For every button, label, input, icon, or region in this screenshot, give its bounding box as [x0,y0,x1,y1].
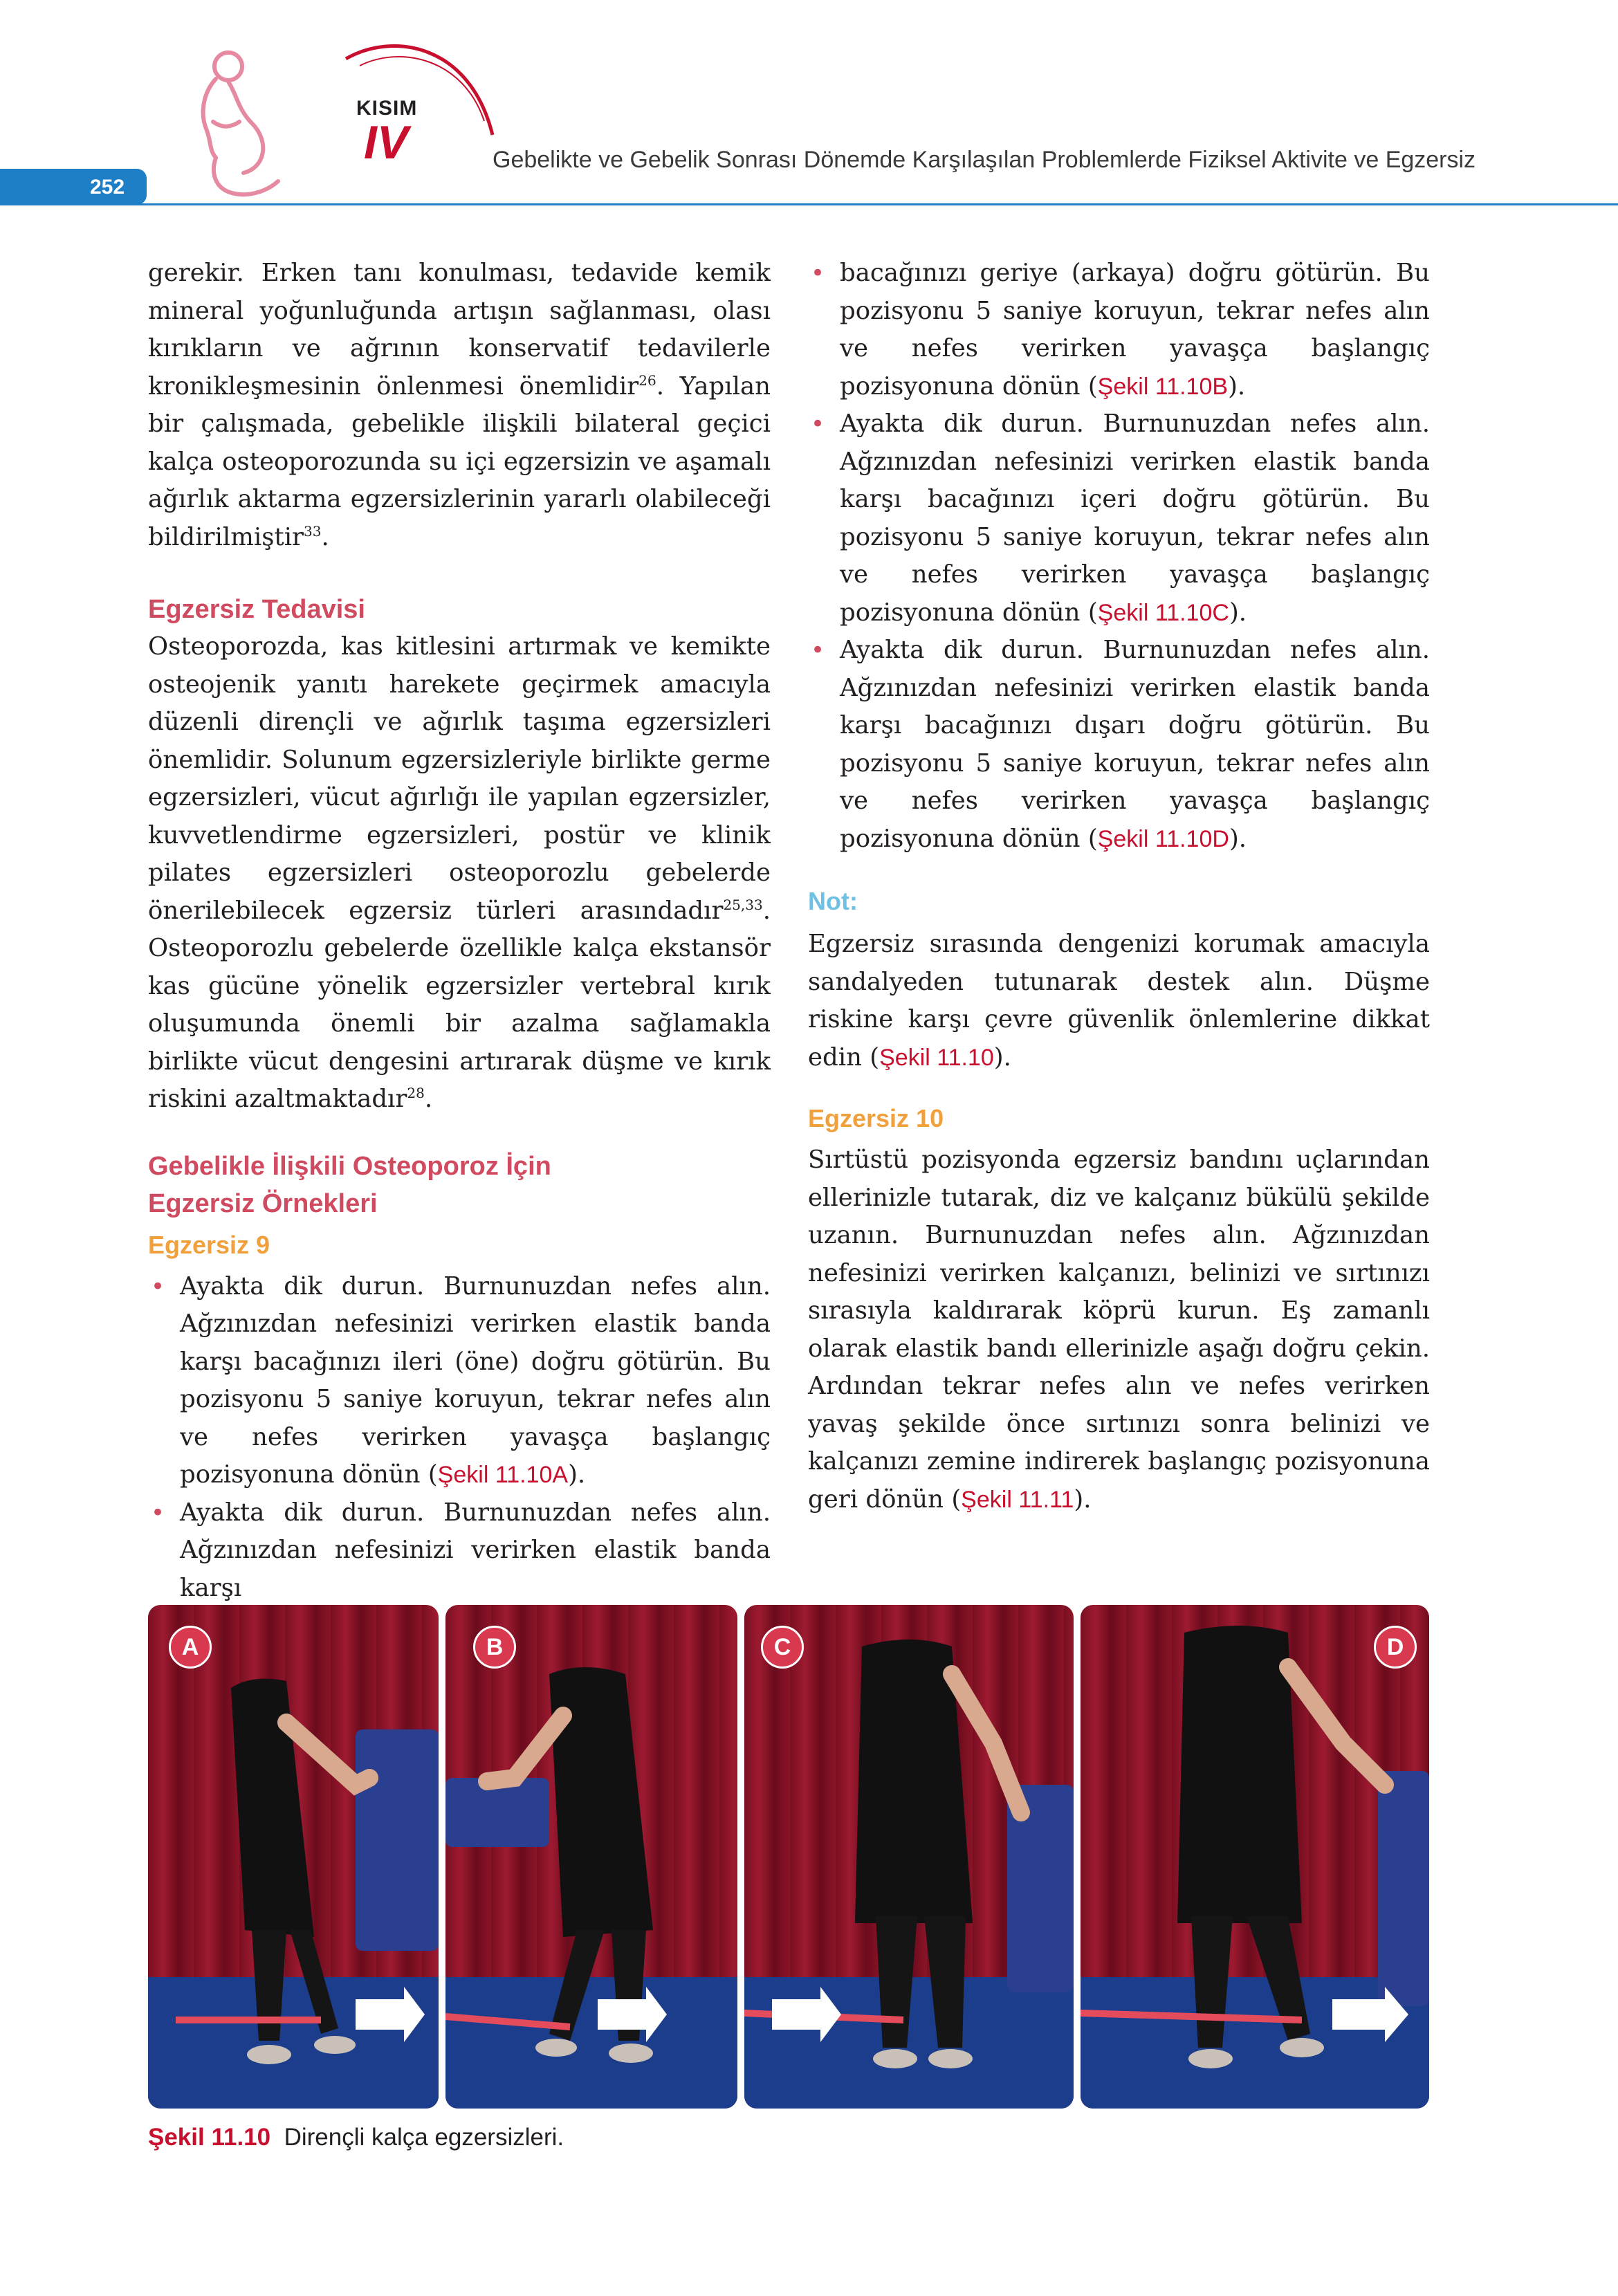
figure-caption [148,2124,564,2151]
list-item: • Ayakta dik durun. Burnunuzdan nefes alın. Ağzınızdan nefesinizi verirken elastik banda karşı bacağınızı ileri (öne) doğru götürün. Bu pozisyonu 5 saniye koruyun, tekrar nefes alın ve nefes verirken yavaşça başlangıç pozisyonuna dönün (Şekil 11.10A). [148,1268,771,1494]
part-label: KISIM [356,97,418,120]
exercise-photo-b [445,1605,737,2109]
list-item-continued: • bacağınızı geriye (arkaya) doğru götürün. Bu pozisyonu 5 saniye koruyun, tekrar nefes alın ve nefes verirken yavaşça başlangıç pozisyonuna dönün (Şekil 11.10B). [808,255,1430,405]
header-divider [0,203,1618,205]
page-number-tab [0,169,147,205]
panel-badge-b: B [473,1626,516,1669]
heading-exercise-examples: Gebelikle İlişkili Osteoporoz İçin Egzersiz Örnekleri [148,1151,551,1218]
list-item: • Ayakta dik durun. Burnunuzdan nefes alın. Ağzınızdan nefesinizi verirken elastik banda karşı bacağınızı içeri doğru götürün. Bu pozisyonu 5 saniye koruyun, tekrar nefes alın ve nefes verirken yavaşça başlangıç pozisyonuna dönün (Şekil 11.10C). [808,405,1430,632]
page-number: 252 [90,176,125,199]
paragraph-note: Egzersiz sırasında dengenizi korumak amacıyla sandalyeden tutunarak destek alın. Düşme riskine karşı çevre güvenlik önlemlerine dikkat edin (Şekil 11.10). [808,930,1430,1072]
exercise-photo-c [744,1605,1074,2109]
panel-badge-c: C [761,1626,804,1669]
heading-note: Not: [808,887,858,915]
list-item: • Ayakta dik durun. Burnunuzdan nefes alın. Ağzınızdan nefesinizi verirken elastik banda karşı bacağınızı dışarı doğru götürün. Bu pozisyonu 5 saniye koruyun, tekrar nefes alın ve nefes verirken yavaşça başlangıç pozisyonuna dönün (Şekil 11.10D). [808,632,1430,858]
panel-badge-d: D [1374,1626,1417,1669]
figure-ref-link[interactable]: Şekil 11.10C [1097,599,1229,626]
list-item: • Ayakta dik durun. Burnunuzdan nefes alın. Ağzınızdan nefesinizi verirken elastik banda karşı [148,1494,771,1608]
pregnant-woman-logo-icon [188,46,285,205]
figure-ref-link[interactable]: Şekil 11.11 [961,1486,1074,1513]
figure-ref-link[interactable]: Şekil 11.10B [1097,373,1229,400]
figure-panel-c [744,1605,1074,2109]
left-column [148,255,771,1607]
paragraph-intro: gerekir. Erken tanı konulması, tedavide kemik mineral yoğunluğunda artışın sağlanması, olası kırıkların ve ağrının konservatif tedavilerle kronikleşmesinin önlenmesi önemlidir$^{26}$. Yapılan bir çalışmada, gebelikle ilişkili bilateral geçici kalça osteoporozunda su içi egzersizin ve aşamalı ağırlık aktarma egzersizlerinin yararlı olabileceği bildirilmiştir$^{33}$. [148,259,771,551]
figure-ref-link[interactable]: Şekil 11.10A [437,1462,569,1488]
running-title: Gebelikte ve Gebelik Sonrası Dönemde Karşılaşılan Problemlerde Fiziksel Aktivite ve Egzersiz [493,147,1476,173]
exercise-9-list-continued [808,255,1430,858]
part-arc-icon [339,38,498,142]
caption-label: Şekil 11.10 [148,2124,271,2151]
heading-exercise-treatment: Egzersiz Tedavisi [148,595,365,624]
heading-exercise-9: Egzersiz 9 [148,1230,270,1259]
figure-ref-link[interactable]: Şekil 11.10 [879,1044,994,1071]
exercise-photo-d [1081,1605,1429,2109]
paragraph-treatment: Osteoporozda, kas kitlesini artırmak ve kemikte osteojenik yanıtı harekete geçirmek amacıyla düzenli dirençli ve ağırlık taşıma egzersizleri önemlidir. Solunum egzersizleriyle birlikte germe egzersizleri, vücut ağırlığı ile yapılan egzersizler, kuvvetlendirme egzersizleri, postür ve klinik pilates egzersizleri osteoporozlu gebelerde önerilebilecek egzersiz türleri arasındadır$^{25,33}$. Osteoporozlu gebelerde özellikle kalça ekstansör kas gücüne yönelik egzersizler vertebral kırık oluşumunda önemli bir azalma sağlamakla birlikte vücut dengesini artırarak düşme ve kırık riskini azaltmaktadır$^{28}$. [148,632,771,1113]
figure-panel-d [1081,1605,1429,2109]
exercise-9-list [148,1268,771,1608]
figure-ref-link[interactable]: Şekil 11.10D [1097,825,1229,852]
heading-exercise-10: Egzersiz 10 [808,1104,944,1132]
paragraph-exercise-10: Sırtüstü pozisyonda egzersiz bandını uçlarından ellerinizle tutarak, diz ve kalçanız bükülü şekilde uzanın. Burnunuzdan nefes alın. Ağzınızdan nefesinizi verirken kalçanızı, belinizi ve sırtınızı sırasıyla kaldırarak köprü kurun. Eş zamanlı olarak elastik bandı ellerinizle aşağı doğru çekin. Ardından tekrar nefes alın ve nefes verirken yavaş şekilde önce sırtınızı sonra belinizi ve kalçanızı zemine indirerek başlangıç pozisyonuna geri dönün (Şekil 11.11). [808,1146,1430,1514]
figure-panel-b [445,1605,737,2109]
figure-panel-a [148,1605,439,2109]
caption-text: Dirençli kalça egzersizleri. [284,2124,564,2151]
right-column [808,255,1430,1518]
part-number: IV [364,116,409,169]
exercise-photo-a [148,1605,439,2109]
panel-badge-a: A [169,1626,212,1669]
